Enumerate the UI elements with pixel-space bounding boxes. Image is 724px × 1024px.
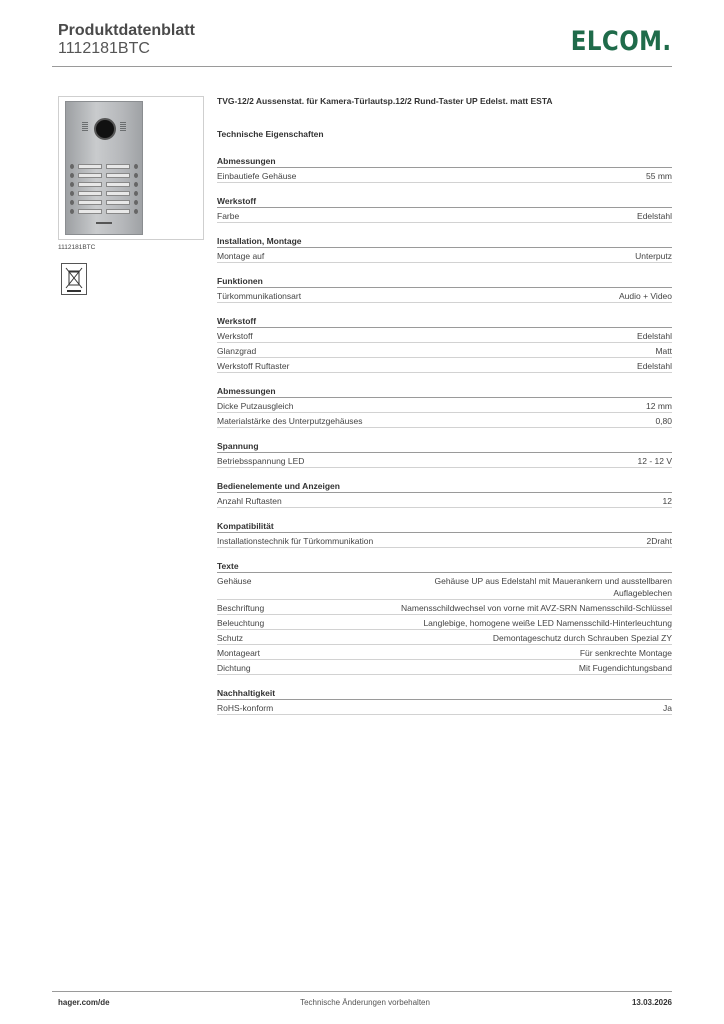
property-value: Edelstahl (637, 331, 672, 341)
call-button-row (70, 200, 138, 206)
property-value: Ja (663, 703, 672, 713)
property-label: Farbe (217, 211, 240, 221)
property-row (217, 248, 672, 263)
call-button (70, 182, 74, 187)
weee-disposal-icon (61, 263, 87, 295)
call-button (70, 191, 74, 196)
property-label: Beschriftung (217, 603, 265, 613)
group-title: Texte (217, 560, 672, 573)
property-row (217, 398, 672, 413)
property-label: Türkommunikationsart (217, 291, 302, 301)
property-label: Installationstechnik für Türkommunikation (217, 536, 374, 546)
group-title: Nachhaltigkeit (217, 687, 672, 700)
call-button (134, 200, 138, 205)
property-value: 55 mm (646, 171, 672, 181)
call-button-row (70, 164, 138, 170)
property-value: Edelstahl (637, 361, 672, 371)
group-title: Abmessungen (217, 155, 672, 168)
property-row (217, 645, 672, 660)
property-group (217, 195, 672, 223)
property-group (217, 155, 672, 183)
name-label (106, 191, 130, 196)
property-value: 12 (662, 496, 672, 506)
property-label: Montageart (217, 648, 260, 658)
property-group (217, 315, 672, 373)
plate-brand-mark (96, 222, 112, 224)
speaker-grille-right (120, 122, 126, 131)
property-value: 0,80 (655, 416, 672, 426)
property-value: Matt (655, 346, 672, 356)
footer-date: 13.03.2026 (631, 998, 672, 1007)
name-label (106, 200, 130, 205)
property-row (217, 413, 672, 428)
name-label (78, 209, 102, 214)
property-value: Gehäuse UP aus Edelstahl mit Mauerankern und ausstellbaren Auflageblechen (434, 576, 672, 598)
group-title: Bedienelemente und Anzeigen (217, 480, 672, 493)
property-row (217, 533, 672, 548)
name-label (106, 209, 130, 214)
property-value: Unterputz (635, 251, 672, 261)
property-row (217, 288, 672, 303)
property-label: Dicke Putzausgleich (217, 401, 294, 411)
footer-note: Technische Änderungen vorbehalten (300, 998, 430, 1007)
speaker-grille-left (82, 122, 88, 131)
name-label (78, 164, 102, 169)
property-groups (217, 155, 672, 715)
property-group (217, 480, 672, 508)
call-button-row (70, 173, 138, 179)
group-title: Werkstoff (217, 315, 672, 328)
property-value: Für senkrechte Montage (579, 648, 672, 658)
property-group (217, 440, 672, 468)
footer-website[interactable]: hager.com/de (58, 998, 110, 1007)
property-label: Montage auf (217, 251, 265, 261)
property-label: Materialstärke des Unterputzgehäuses (217, 416, 363, 426)
property-row (217, 660, 672, 675)
property-group (217, 235, 672, 263)
property-label: Betriebsspannung LED (217, 456, 305, 466)
call-button (134, 173, 138, 178)
name-label (78, 173, 102, 178)
product-description: TVG-12/2 Aussenstat. für Kamera-Türlautsp.12/2 Rund-Taster UP Edelst. matt ESTA (217, 96, 553, 106)
name-label (78, 182, 102, 187)
property-label: RoHS-konform (217, 703, 274, 713)
name-label (78, 200, 102, 205)
property-label: Werkstoff (217, 331, 253, 341)
group-title: Spannung (217, 440, 672, 453)
property-value: Edelstahl (637, 211, 672, 221)
property-group (217, 275, 672, 303)
property-label: Werkstoff Ruftaster (217, 361, 290, 371)
property-value: Namensschildwechsel von vorne mit AVZ-SRN Namensschild-Schlüssel (401, 603, 672, 613)
specification-content (217, 96, 672, 715)
property-row (217, 453, 672, 468)
call-button (70, 173, 74, 178)
group-title: Kompatibilität (217, 520, 672, 533)
property-label: Schutz (217, 633, 243, 643)
footer-divider (52, 991, 672, 992)
name-label (106, 173, 130, 178)
name-label (106, 164, 130, 169)
property-value: Langlebige, homogene weiße LED Namensschild-Hinterleuchtung (423, 618, 672, 628)
call-button (134, 191, 138, 196)
property-row (217, 630, 672, 645)
article-number: 1112181BTC (58, 40, 150, 57)
property-label: Beleuchtung (217, 618, 265, 628)
call-button-row (70, 182, 138, 188)
property-value: Audio + Video (618, 291, 672, 301)
property-row (217, 573, 672, 600)
call-button (70, 200, 74, 205)
property-label: Einbautiefe Gehäuse (217, 171, 297, 181)
property-value: Demontageschutz durch Schrauben Spezial ZY (492, 633, 672, 643)
property-row (217, 615, 672, 630)
name-label (106, 182, 130, 187)
property-row (217, 168, 672, 183)
property-label: Glanzgrad (217, 346, 257, 356)
page-title: Produktdatenblatt (58, 22, 195, 39)
call-button (70, 164, 74, 169)
group-title: Funktionen (217, 275, 672, 288)
call-button (70, 209, 74, 214)
property-row (217, 600, 672, 615)
call-button (134, 182, 138, 187)
group-title: Abmessungen (217, 385, 672, 398)
property-value: Mit Fugendichtungsband (578, 663, 672, 673)
property-row (217, 358, 672, 373)
group-title: Werkstoff (217, 195, 672, 208)
property-row (217, 343, 672, 358)
property-row (217, 700, 672, 715)
call-button (134, 209, 138, 214)
property-row (217, 493, 672, 508)
product-image (58, 96, 204, 240)
door-station-plate (65, 101, 143, 235)
property-group (217, 520, 672, 548)
image-caption: 1112181BTC (58, 244, 96, 251)
camera-lens (94, 118, 116, 140)
property-value: 12 - 12 V (637, 456, 672, 466)
call-button (134, 164, 138, 169)
header-divider (52, 66, 672, 67)
property-value: 12 mm (646, 401, 672, 411)
property-label: Dichtung (217, 663, 251, 673)
property-group (217, 560, 672, 675)
call-button-row (70, 191, 138, 197)
property-value: 2Draht (646, 536, 672, 546)
brand-logo: ELCOM. (571, 26, 672, 57)
group-title: Installation, Montage (217, 235, 672, 248)
technical-properties-heading: Technische Eigenschaften (217, 129, 324, 139)
property-group (217, 385, 672, 428)
property-row (217, 208, 672, 223)
property-label: Anzahl Ruftasten (217, 496, 282, 506)
call-button-row (70, 209, 138, 215)
property-row (217, 328, 672, 343)
property-group (217, 687, 672, 715)
document-header (58, 22, 195, 58)
property-label: Gehäuse (217, 576, 252, 586)
name-label (78, 191, 102, 196)
